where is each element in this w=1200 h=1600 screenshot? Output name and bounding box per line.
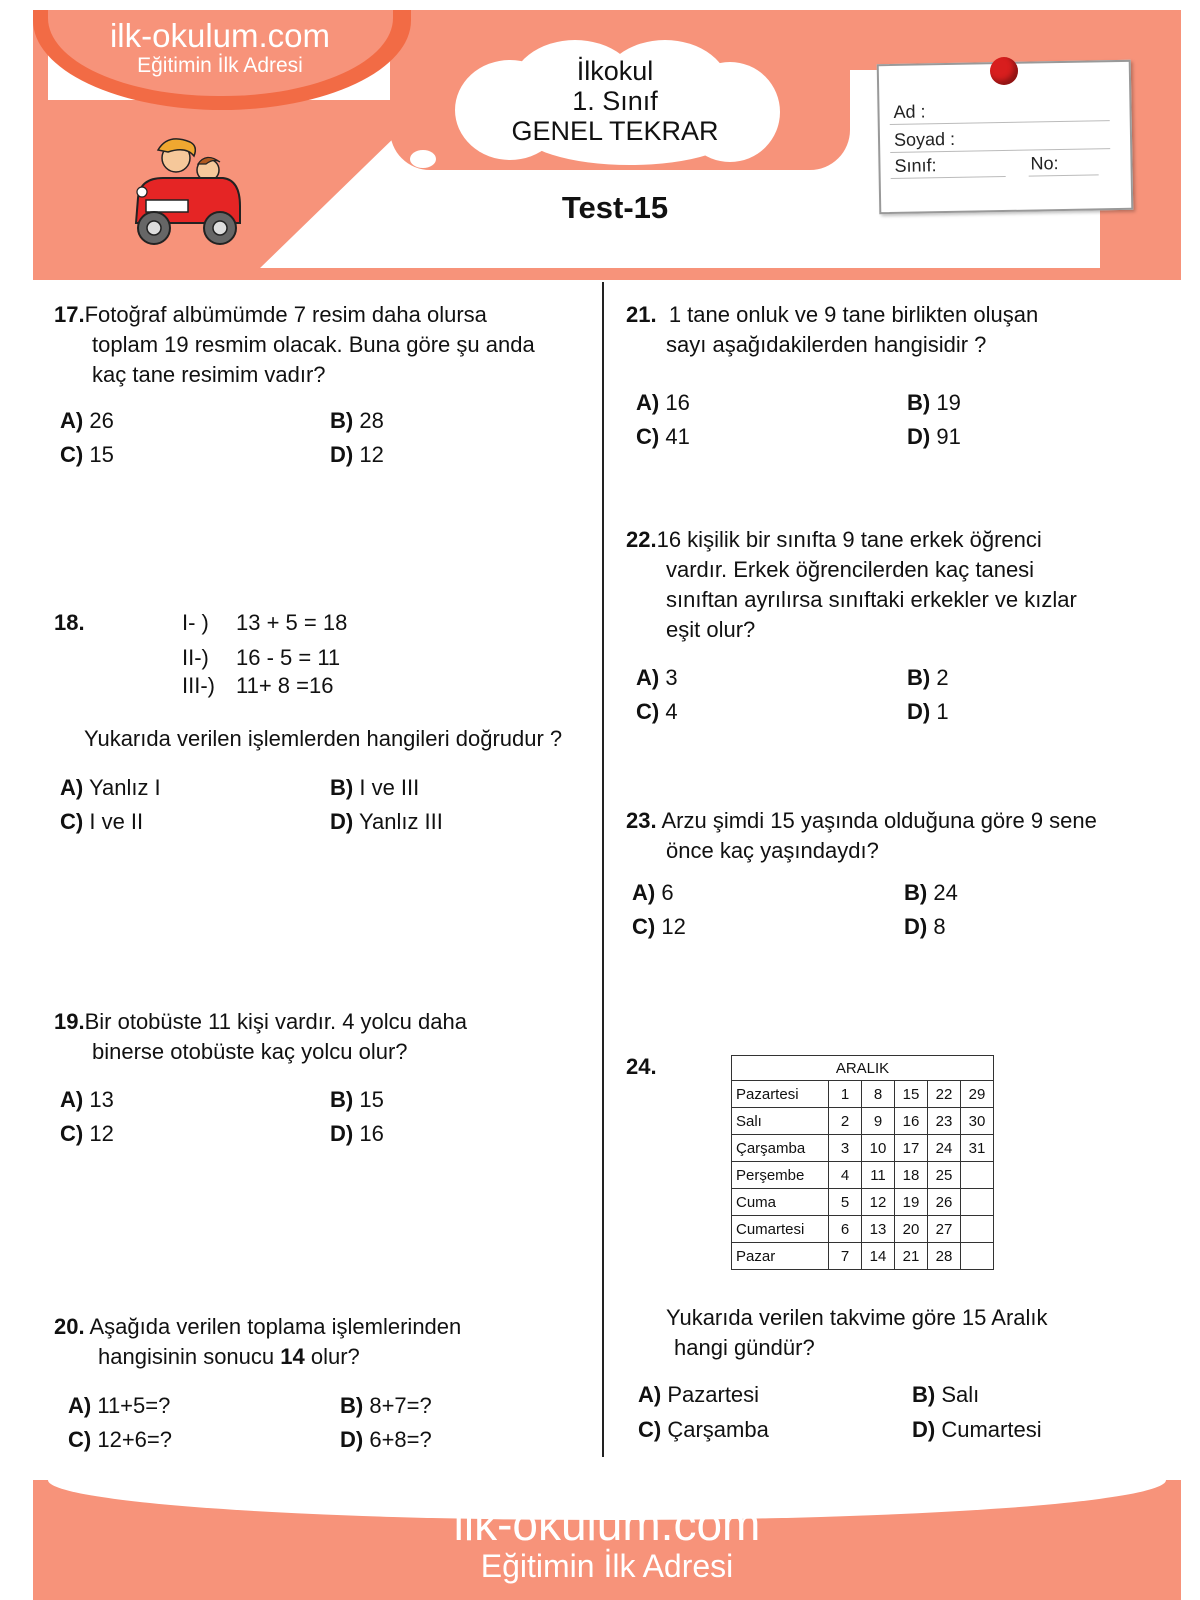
logo-site: ilk-okulum.com <box>109 17 331 54</box>
header-right-strip <box>1166 10 1181 280</box>
question-20 <box>54 1312 584 1372</box>
option-b[interactable]: B) I ve III <box>330 775 420 800</box>
question-text: toplam 19 resmim olacak. Buna göre şu anda <box>92 332 535 357</box>
calendar-month: ARALIK <box>732 1056 994 1081</box>
question-text: eşit olur? <box>666 617 756 642</box>
calendar-row: Pazar 7 14 21 28 <box>732 1243 994 1270</box>
question-number: 22. <box>626 527 657 552</box>
option-d[interactable]: D) 16 <box>330 1121 384 1146</box>
option-c[interactable]: C) 12 <box>60 1121 114 1146</box>
cloud-bubble <box>350 183 362 192</box>
expression: 16 - 5 = 11 <box>236 645 341 670</box>
option-d[interactable]: D) 91 <box>907 424 961 449</box>
car-illustration-icon <box>128 128 248 253</box>
option-b[interactable]: B) Salı <box>912 1382 980 1407</box>
option-c[interactable]: C) 15 <box>60 442 114 467</box>
question-number: 19. <box>54 1009 85 1034</box>
logo[interactable] <box>40 18 400 78</box>
option-b[interactable]: B) 24 <box>904 880 958 905</box>
option-d[interactable]: D) 1 <box>907 699 949 724</box>
soyad-label: Soyad : <box>893 128 956 150</box>
roman-label: III-) <box>182 673 215 698</box>
pushpin-icon <box>990 57 1018 85</box>
header-title <box>480 56 750 146</box>
option-a[interactable]: A) 6 <box>632 880 674 905</box>
question-number: 17. <box>54 302 85 327</box>
option-c[interactable]: C) 4 <box>636 699 678 724</box>
option-b[interactable]: B) 8+7=? <box>340 1393 432 1418</box>
question-17 <box>54 300 584 390</box>
option-c[interactable]: C) I ve II <box>60 809 144 834</box>
option-a[interactable]: A) Yanlız I <box>60 775 161 800</box>
column-divider <box>602 282 604 1457</box>
calendar-row: Salı 2 9 16 23 30 <box>732 1108 994 1135</box>
question-text: Yukarıda verilen işlemlerden hangileri doğrudur ? <box>84 726 563 751</box>
question-text: sınıftan ayrılırsa sınıftaki erkekler ve kızlar <box>666 587 1077 612</box>
footer-logo[interactable] <box>33 1500 1181 1584</box>
question-text: binerse otobüste kaç yolcu olur? <box>92 1039 408 1064</box>
question-21 <box>626 300 1166 360</box>
option-a[interactable]: A) 26 <box>60 408 114 433</box>
question-text: 1 tane onluk ve 9 tane birlikten oluşan <box>668 302 1039 327</box>
question-text: kaç tane resimim vadır? <box>92 362 326 387</box>
calendar-row: Çarşamba 3 10 17 24 31 <box>732 1135 994 1162</box>
cloud-bubble <box>410 150 436 168</box>
calendar-row: Cumartesi 6 13 20 27 <box>732 1216 994 1243</box>
option-b[interactable]: B) 28 <box>330 408 384 433</box>
question-text: Bir otobüste 11 kişi vardır. 4 yolcu daha <box>84 1009 467 1034</box>
question-number: 21. <box>626 302 657 327</box>
sinif-label: Sınıf: <box>894 155 937 176</box>
question-text: 16 kişilik bir sınıfta 9 tane erkek öğrenci <box>656 527 1042 552</box>
test-title: Test-15 <box>561 190 669 225</box>
question-24 <box>666 1303 1166 1363</box>
question-number: 24. <box>626 1054 657 1079</box>
header-line3: GENEL TEKRAR <box>511 116 719 146</box>
ad-label: Ad : <box>893 101 926 122</box>
question-text: Fotoğraf albümümde 7 resim daha olursa <box>84 302 487 327</box>
header-line2: 1. Sınıf <box>572 86 658 116</box>
question-19 <box>54 1007 584 1067</box>
option-a[interactable]: A) 16 <box>636 390 690 415</box>
expression: 13 + 5 = 18 <box>236 610 348 635</box>
option-d[interactable]: D) Yanlız III <box>330 809 443 834</box>
expression: 11+ 8 =16 <box>236 673 334 698</box>
question-text-line2: hangisinin sonucu 14 olur? <box>98 1344 360 1369</box>
no-label: No: <box>1030 153 1059 174</box>
question-text: sayı aşağıdakilerden hangisidir ? <box>666 332 987 357</box>
logo-tagline: Eğitimin İlk Adresi <box>137 54 303 77</box>
option-b[interactable]: B) 15 <box>330 1087 384 1112</box>
option-c[interactable]: C) 12+6=? <box>68 1427 172 1452</box>
option-d[interactable]: D) Cumartesi <box>912 1417 1042 1442</box>
option-a[interactable]: A) 3 <box>636 665 678 690</box>
option-c[interactable]: C) 12 <box>632 914 686 939</box>
no-line[interactable] <box>1029 174 1099 176</box>
option-b[interactable]: B) 2 <box>907 665 949 690</box>
option-a[interactable]: A) Pazartesi <box>638 1382 760 1407</box>
roman-label: I- ) <box>182 610 209 635</box>
footer-tagline: Eğitimin İlk Adresi <box>480 1548 734 1584</box>
question-text: Aşağıda verilen toplama işlemlerinden <box>89 1314 462 1339</box>
option-d[interactable]: D) 6+8=? <box>340 1427 432 1452</box>
question-text: vardır. Erkek öğrencilerden kaç tanesi <box>666 557 1035 582</box>
option-c[interactable]: C) Çarşamba <box>638 1417 769 1442</box>
cloud-bubble <box>380 170 398 183</box>
question-23 <box>626 806 1186 866</box>
option-a[interactable]: A) 11+5=? <box>68 1393 171 1418</box>
question-text: önce kaç yaşındaydı? <box>666 838 879 863</box>
calendar-row: Perşembe 4 11 18 25 <box>732 1162 994 1189</box>
question-number: 20. <box>54 1314 85 1339</box>
option-d[interactable]: D) 12 <box>330 442 384 467</box>
footer-site: ilk-okulum.com <box>453 1498 761 1550</box>
option-d[interactable]: D) 8 <box>904 914 946 939</box>
calendar-header-row <box>732 1056 994 1081</box>
calendar-row: Pazartesi 1 8 15 22 29 <box>732 1081 994 1108</box>
question-text: Arzu şimdi 15 yaşında olduğuna göre 9 sene <box>661 808 1097 833</box>
calendar-table <box>731 1055 994 1270</box>
header-line1: İlkokul <box>576 56 654 86</box>
option-b[interactable]: B) 19 <box>907 390 961 415</box>
question-text: hangi gündür? <box>674 1335 815 1360</box>
roman-label: II-) <box>182 645 209 670</box>
calendar-row: Cuma 5 12 19 26 <box>732 1189 994 1216</box>
question-text: Yukarıda verilen takvime göre 15 Aralık <box>666 1305 1048 1330</box>
option-a[interactable]: A) 13 <box>60 1087 114 1112</box>
question-number: 23. <box>626 808 657 833</box>
question-number: 18. <box>54 610 85 635</box>
question-22 <box>626 525 1176 645</box>
option-c[interactable]: C) 41 <box>636 424 690 449</box>
